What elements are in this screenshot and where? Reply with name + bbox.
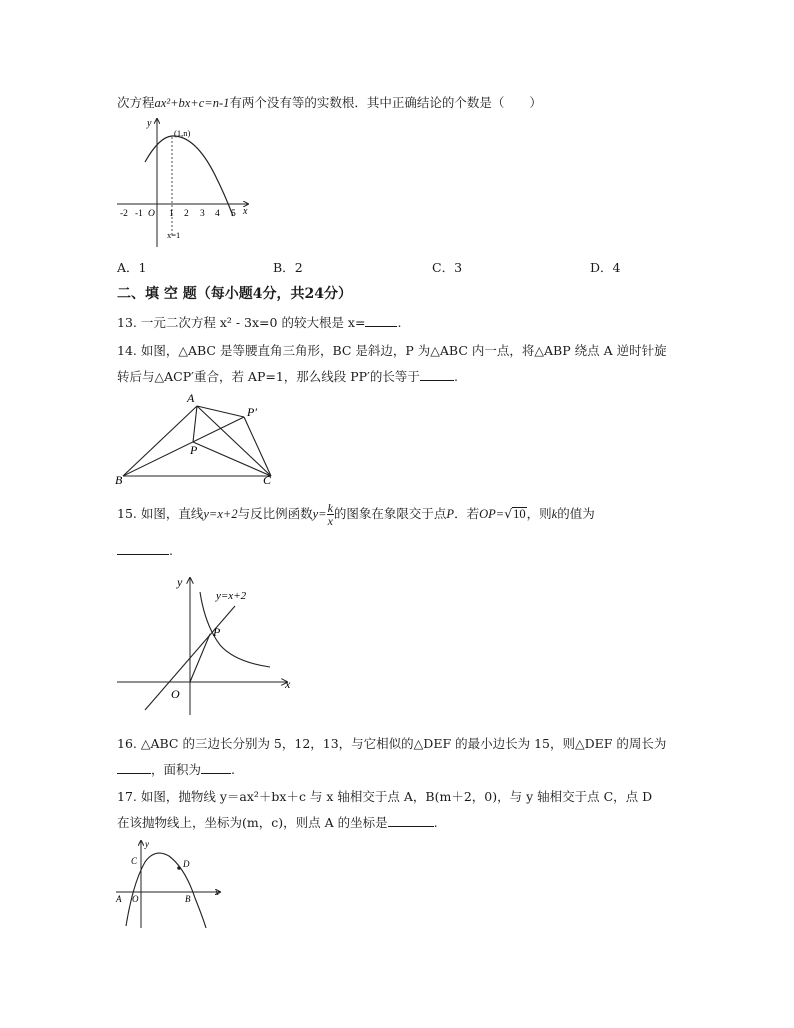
q12-text-post: 有两个没有等的实数根．其中正确结论的个数是（ ）	[229, 95, 542, 110]
q15-line-eq: y=x+2	[203, 507, 238, 521]
q15-segment-op	[190, 634, 210, 682]
q15-mid2: 的图象在象限交于点	[333, 506, 447, 521]
q14-label-p: P	[190, 443, 198, 457]
q14-line2-text: 转后与△ACP′重合，若 AP=1，那么线段 PP′的长等于	[117, 369, 420, 384]
q15-label-y: y	[177, 575, 183, 589]
q17-point-d	[177, 866, 181, 870]
q12-option-b[interactable]	[273, 258, 303, 276]
q13-answer-blank[interactable]	[365, 325, 397, 327]
q17-label-d: D	[183, 859, 190, 869]
q17-label-b: B	[185, 894, 191, 904]
option-b-letter: B．	[273, 260, 295, 275]
q15-label-p: P	[213, 625, 221, 639]
q16-line1: 16. △ABC 的三边长分别为 5，12，13，与它相似的△DEF 的最小边长为 15，则△DEF 的周长为	[117, 736, 667, 751]
option-c-value: 3	[454, 260, 463, 275]
q15-mid: 与反比例函数	[237, 506, 313, 521]
q15-op: OP=	[479, 507, 505, 521]
q12-axis-note: x=1	[167, 230, 181, 240]
q14-tail: .	[453, 369, 458, 384]
q17-line2	[117, 815, 438, 831]
q16-area-blank[interactable]	[201, 772, 231, 774]
q17-label-x: x	[215, 887, 219, 897]
q17-label-o: O	[132, 894, 139, 904]
q15-answer-line	[117, 543, 173, 559]
q12-text-pre: 次方程	[117, 95, 155, 110]
q12-tick-2: 2	[184, 209, 189, 219]
q14-edge-ac	[197, 406, 271, 476]
q12-stem	[117, 95, 542, 111]
q15-sqrt-value: 10	[513, 507, 526, 521]
q16-mid: ，面积为	[151, 762, 202, 777]
option-d-value: 4	[612, 260, 621, 275]
q14-edge-ap	[193, 406, 197, 442]
q17-parabola-curve	[126, 853, 206, 928]
q12-x-label: x	[243, 206, 248, 217]
q14-answer-blank[interactable]	[420, 379, 454, 381]
q12-option-c[interactable]	[432, 258, 462, 276]
q14-edge-pc	[193, 442, 271, 476]
q13-tail: .	[397, 315, 402, 330]
q16-perimeter-blank[interactable]	[117, 772, 151, 774]
q12-tick-m2: -2	[120, 209, 128, 219]
q17-answer-blank[interactable]	[388, 825, 434, 827]
q15-answer-blank[interactable]	[117, 553, 169, 555]
q15-label-o: O	[171, 687, 180, 701]
q12-tick-1: 1	[169, 209, 174, 219]
q15-mid4: ，则	[526, 506, 552, 521]
q12-point-label: (1,n)	[174, 128, 191, 138]
q15-frac-num: k	[327, 501, 333, 515]
q12-tick-m1: -1	[135, 209, 143, 219]
q15-sqrt-sign: √	[504, 506, 513, 521]
q15-pre: 15. 如图，直线	[117, 506, 204, 521]
q12-equation: ax²+bx+c=n-1	[154, 96, 230, 110]
q13-stem	[117, 315, 401, 331]
q15-stem	[117, 500, 595, 528]
q14-triangle-figure	[113, 390, 283, 485]
q15-y-eq: y=	[312, 507, 327, 521]
q14-edge-p2c	[244, 417, 271, 476]
q17-label-y: y	[145, 839, 149, 849]
q15-mid3: ．若	[454, 506, 480, 521]
q14-label-p2: P′	[247, 405, 257, 419]
q13-text: 13. 一元二次方程 x² - 3x=0 的较大根是 x=	[117, 315, 366, 330]
q14-line1: 14. 如图，△ABC 是等腰直角三角形，BC 是斜边，P 为△ABC 内一点，将△ABP 绕点 A 逆时针旋	[117, 343, 667, 358]
q15-tail: .	[169, 543, 173, 558]
q12-tick-origin: O	[148, 209, 155, 219]
option-b-value: 2	[294, 260, 303, 275]
q15-frac-den: x	[327, 514, 333, 528]
q14-label-c: C	[263, 473, 272, 485]
q12-tick-4: 4	[215, 209, 220, 219]
q12-y-label: y	[147, 118, 152, 129]
q16-tail: .	[231, 762, 235, 777]
q15-hyperbola-curve	[200, 592, 270, 667]
q17-tail: .	[433, 815, 438, 830]
q15-k: k	[551, 507, 558, 521]
q17-parabola-figure	[113, 838, 223, 930]
option-d-letter: D．	[590, 260, 613, 275]
q17-line2-text: 在该抛物线上，坐标为(m，c)，则点 A 的坐标是	[117, 815, 388, 830]
q15-label-x: x	[285, 677, 291, 691]
q15-graph-figure	[115, 570, 300, 720]
q17-label-a: A	[116, 894, 122, 904]
q14-edge-bp2	[123, 417, 244, 476]
q12-tick-5: 5	[231, 209, 236, 219]
q15-fraction	[327, 502, 334, 527]
q12-parabola-figure	[115, 115, 255, 250]
q14-edge-ab	[123, 406, 197, 476]
q12-option-a[interactable]	[117, 258, 146, 276]
q15-post: 的值为	[557, 506, 595, 521]
q12-option-d[interactable]	[590, 258, 620, 276]
q16-line2	[117, 762, 235, 778]
option-c-letter: C．	[432, 260, 455, 275]
section-heading: 二、填 空 题（每小题4分，共24分）	[117, 286, 352, 302]
q17-label-c: C	[131, 856, 138, 866]
q14-label-b: B	[115, 473, 123, 485]
q15-label-line: y=x+2	[216, 590, 247, 602]
option-a-letter: A．	[117, 260, 139, 275]
q12-tick-3: 3	[200, 209, 205, 219]
option-a-value: 1	[138, 260, 147, 275]
q14-label-a: A	[187, 391, 195, 405]
q14-edge-ap2	[197, 406, 244, 417]
q17-line1: 17. 如图，抛物线 y＝ax²＋bx＋c 与 x 轴相交于点 A，B(m＋2，0)，与 y 轴相交于点 C，点 D	[117, 789, 653, 804]
q14-line2	[117, 369, 458, 385]
q15-p: P	[446, 507, 455, 521]
